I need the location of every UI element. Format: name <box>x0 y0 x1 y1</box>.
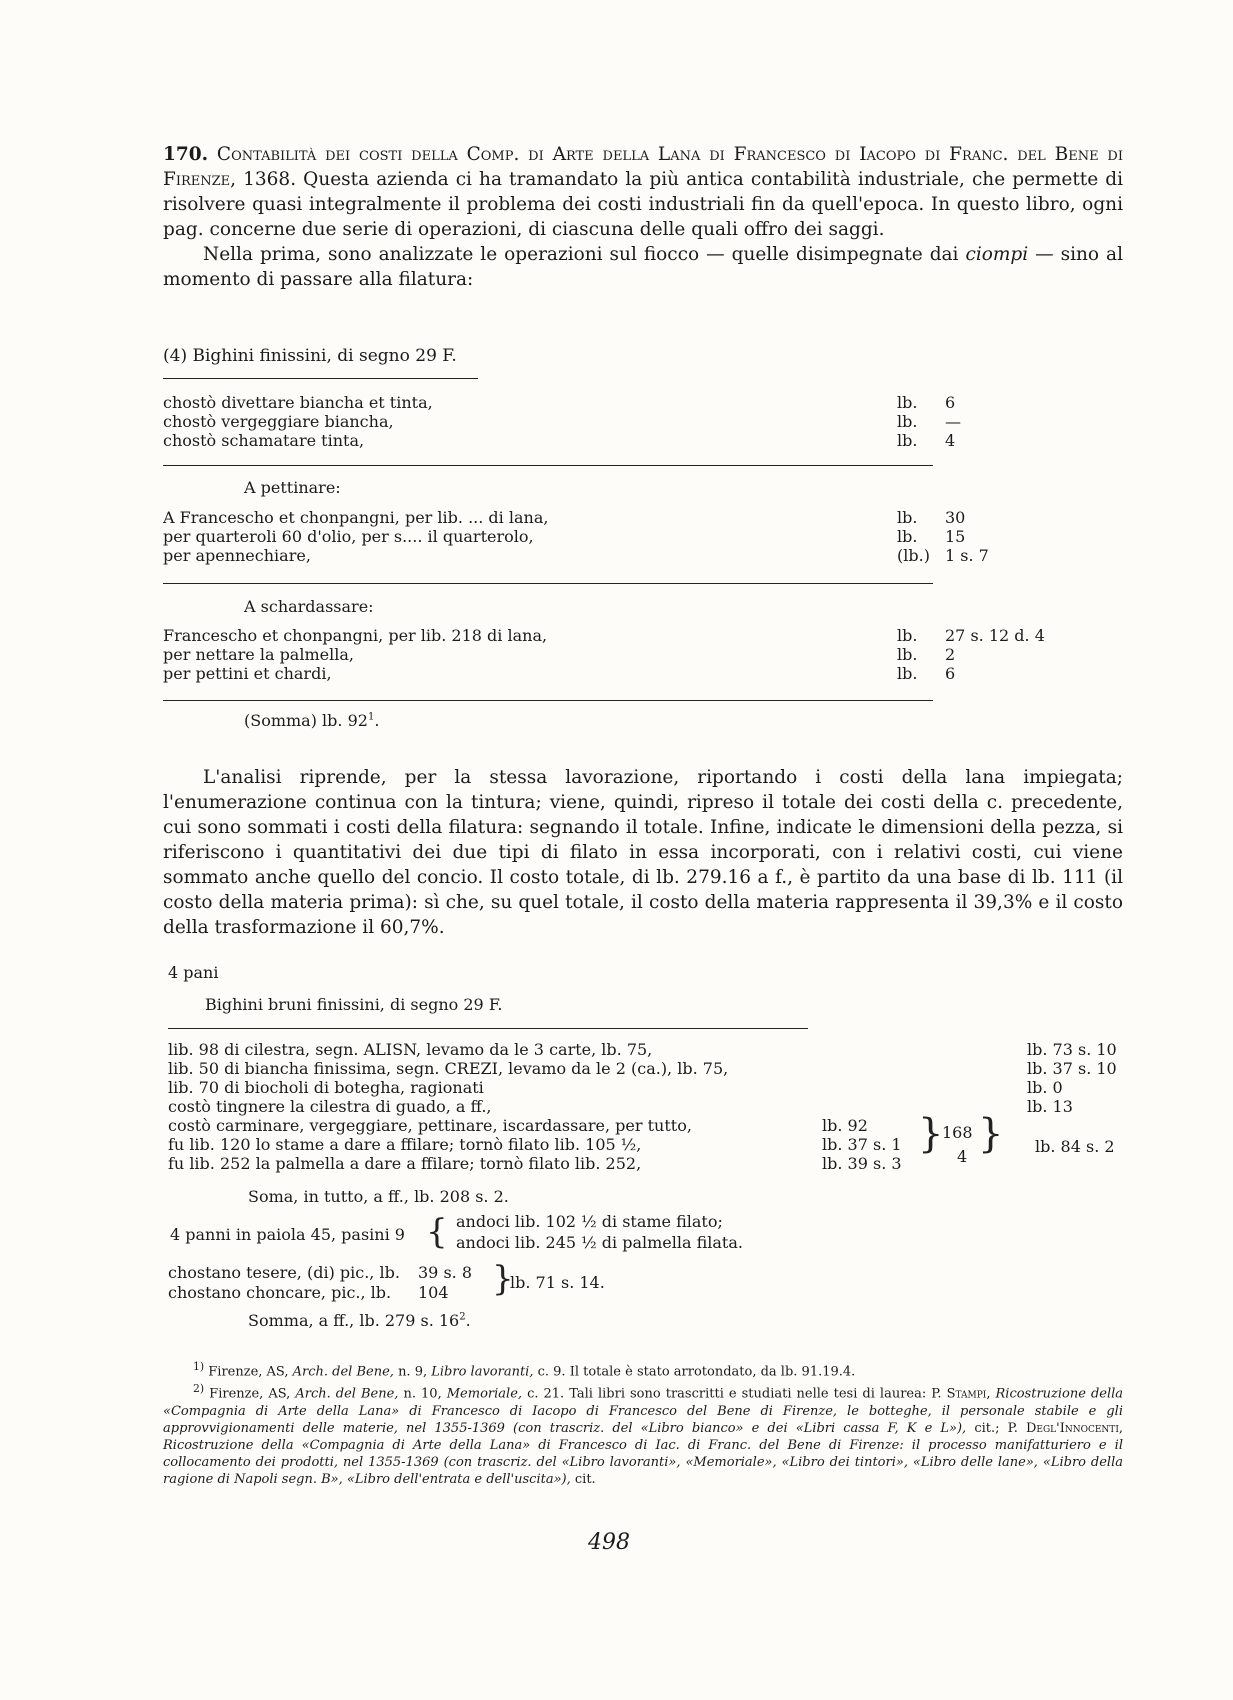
entry-body: Questa azienda ci ha tramandato la più antica contabilità industriale, che permette di risolvere quasi integralmente il problema dei costi industriali fin da quell'epoca. In questo libro, ogni pag. concerne due serie di operazioni, di ciascuna delle quali offro dei saggi. <box>163 169 1124 240</box>
brace-icon: { <box>426 1212 448 1252</box>
subheading-schardassare: A schardassare: <box>244 597 374 616</box>
row-unit: lb. <box>897 664 918 683</box>
row-value: 27 s. 12 d. 4 <box>945 626 1045 645</box>
brace-icon: } <box>918 1111 944 1157</box>
footnote-1: $^{1)}$ Firenze, AS, Arch. del Bene, n. 9, Libro lavoranti, c. 9. Il totale è stato arrotondato, da lb. 91.19.4. <box>193 1360 856 1380</box>
row-value: 30 <box>945 508 966 527</box>
row-text: lib. 50 di biancha finissima, segn. CREZI, levamo da le 2 (ca.), lb. 75, <box>168 1059 729 1078</box>
row-value: lb. 0 <box>1027 1078 1063 1097</box>
row-unit: (lb.) <box>897 546 930 565</box>
page-number: 498 <box>588 1530 630 1555</box>
row-text: lib. 98 di cilestra, segn. ALISN, levamo da le 3 carte, lb. 75, <box>168 1040 653 1059</box>
intro <box>163 142 1123 292</box>
panni-label: 4 panni in paiola 45, pasini 9 <box>170 1225 405 1244</box>
row-value: 15 <box>945 527 966 546</box>
pani-label: 4 pani <box>168 963 219 982</box>
brace-icon: } <box>978 1111 1004 1157</box>
row-text: costò tingnere la cilestra di guado, a ff., <box>168 1097 492 1116</box>
divider <box>163 700 933 701</box>
row-text: costò carminare, vergeggiare, pettinare, iscardassare, per tutto, <box>168 1116 692 1135</box>
row-value: 1 s. 7 <box>945 546 989 565</box>
row-text: Francescho et chonpangni, per lib. 218 di lana, <box>163 626 548 645</box>
row-unit: lb. <box>897 431 918 450</box>
entry-number: 170. <box>163 144 209 165</box>
row-text: per nettare la palmella, <box>163 645 354 664</box>
row-value: 6 <box>945 664 956 683</box>
row-unit: lb. <box>897 412 918 431</box>
row-text: chostò divettare biancha et tinta, <box>163 393 433 412</box>
divider <box>163 583 933 584</box>
divider <box>168 1028 808 1029</box>
row-value: lb. 37 s. 10 <box>1027 1059 1117 1078</box>
row-value: — <box>945 412 961 431</box>
row-text: chostò schamatare tinta, <box>163 431 365 450</box>
row-text: fu lib. 120 lo stame a dare a ffilare; tornò filato lib. 105 ½, <box>168 1135 642 1154</box>
row-text: A Francescho et chonpangni, per lib. ... di lana, <box>163 508 549 527</box>
row-unit: lb. <box>897 645 918 664</box>
row-unit: lb. <box>897 527 918 546</box>
tesere-choncare-total: lb. 71 s. 14. <box>510 1273 605 1292</box>
panni-line-2: andoci lib. 245 ½ di palmella filata. <box>456 1233 743 1252</box>
tesere-value: 39 s. 8 <box>418 1263 473 1282</box>
entry-title: Contabilità dei costi della Comp. di Arte della Lana di Francesco di Iacopo di Franc. del Bene di Firenze, <box>163 144 1123 190</box>
row-unit: lb. <box>897 626 918 645</box>
row-text: per quarteroli 60 d'olio, per s.... il quarterolo, <box>163 527 534 546</box>
second-soma: Soma, in tutto, a ff., lb. 208 s. 2. <box>248 1187 509 1206</box>
first-somma: (Somma) lb. $92^1$. <box>244 711 380 730</box>
row-unit: lb. <box>897 393 918 412</box>
row-subtotal: lb. 92 <box>822 1116 868 1135</box>
row-value: lb. 13 <box>1027 1097 1073 1116</box>
choncare-value: 104 <box>418 1283 449 1302</box>
first-table-heading: (4) Bighini finissini, di segno 29 F. <box>163 346 457 366</box>
divider <box>163 378 478 379</box>
row-subtotal: lb. 37 s. 1 <box>822 1135 902 1154</box>
row-value: 6 <box>945 393 956 412</box>
intro-second-paragraph: Nella prima, sono analizzate le operazioni sul fiocco — quelle disimpegnate dai ciompi — sino al momento di passare alla filatura: <box>163 244 1123 290</box>
tesere-line: chostano tesere, (di) pic., lb. <box>168 1263 400 1282</box>
panni-line-1: andoci lib. 102 ½ di stame filato; <box>456 1212 723 1231</box>
brace-icon: } <box>492 1259 514 1299</box>
row-text: chostò vergeggiare biancha, <box>163 412 394 431</box>
row-value: lb. 73 s. 10 <box>1027 1040 1117 1059</box>
row-value: 2 <box>945 645 956 664</box>
subheading-pettinare: A pettinare: <box>244 478 341 497</box>
entry-year: 1368. <box>243 169 297 190</box>
row-text: lib. 70 di biocholi di botegha, ragionati <box>168 1078 484 1097</box>
row-subtotal: lb. 39 s. 3 <box>822 1154 902 1173</box>
brace-top-value: 168 <box>942 1123 973 1142</box>
second-somma: Somma, a ff., lb. 279 s. $16^2$. <box>248 1311 471 1330</box>
row-value: 4 <box>945 431 956 450</box>
footnotes <box>163 1358 1123 1488</box>
analysis-paragraph: L'analisi riprende, per la stessa lavorazione, riportando i costi della lana impiegata; l'enumerazione continua con la tintura; viene, quindi, ripreso il totale dei costi della c. precedente, cui sono sommati i costi della filatura: segnando il totale. Infine, indicate le dimensioni della pezza, si riferiscono i quantitativi dei due tipi di filato in essa incorporati, con i relativi costi, cui viene sommato anche quello del concio. Il costo totale, di lb. 279.16 a f., è partito da una base di lb. 111 (il costo della materia prima): sì che, su quel totale, il costo della materia rappresenta il 39,3% e il costo della trasformazione il 60,7%. <box>163 767 1123 938</box>
footnote-2: $^{2)}$ Firenze, AS, Arch. del Bene, n. 10, Memoriale, c. 21. Tali libri sono trascritti e studiati nelle tesi di laurea: P. Stampi, Ricostruzione della «Compagnia di Arte della Lana» di Francesco di Iacopo di Francesco del Bene di Firenze, le botteghe, il personale stabile e gli approvvigionamenti delle materie, nel 1355-1369 (con trascriz. del «Libro bianco» e dei «Libri cassa F, K e L»), cit.; P. Degl'Innocenti, Ricostruzione della «Compagnia di Arte della Lana» di Francesco di Iac. di Franc. del Bene di Firenze: il processo manifatturiero e il collocamento dei prodotti, nel 1355-1369 (con trascriz. del «Libro lavoranti», «Memoriale», «Libro dei tintori», «Libro delle lane», «Libro della ragione di Napoli segn. B», «Libro dell'entrata e dell'uscita»), cit. <box>163 1382 1124 1487</box>
row-text: fu lib. 252 la palmella a dare a ffilare; tornò filato lib. 252, <box>168 1154 642 1173</box>
row-text: per apennechiare, <box>163 546 311 565</box>
brace-right-value: lb. 84 s. 2 <box>1035 1137 1115 1156</box>
row-unit: lb. <box>897 508 918 527</box>
row-text: per pettini et chardi, <box>163 664 332 683</box>
divider <box>163 465 933 466</box>
brace-bottom-value: 4 <box>957 1147 968 1166</box>
choncare-line: chostano choncare, pic., lb. <box>168 1283 392 1302</box>
second-table-heading: Bighini bruni finissini, di segno 29 F. <box>205 995 503 1014</box>
